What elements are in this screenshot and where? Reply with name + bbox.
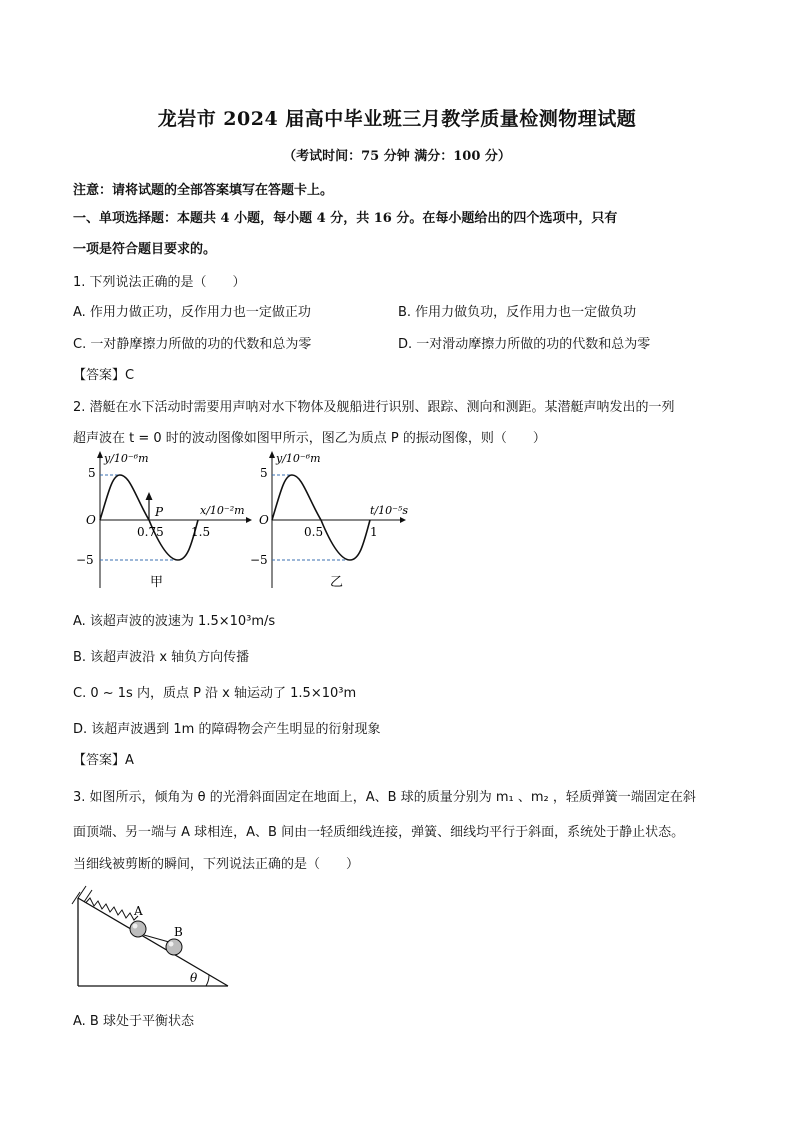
q2-option-b: B. 该超声波沿 x 轴负方向传播 (73, 650, 250, 665)
wave-point-p-label: P (155, 505, 164, 519)
wave-tick-2: 1.5 (191, 525, 211, 539)
q1-option-a: A. 作用力做正功，反作用力也一定做正功 (73, 305, 311, 320)
vib-tick-2: 1 (370, 525, 378, 539)
incline-figure (68, 884, 236, 994)
q3-stem-line2: 面顶端、另一端与 A 球相连，A、B 间由一轻质细线连接，弹簧、细线均平行于斜面，系统处于静止状态。 (73, 825, 685, 840)
q3-option-a: A. B 球处于平衡状态 (73, 1014, 194, 1029)
q1-option-b: B. 作用力做负功，反作用力也一定做负功 (398, 305, 637, 320)
q1-option-d: D. 一对滑动摩擦力所做的功的代数和总为零 (398, 337, 651, 352)
wave-y-max-label: 5 (88, 466, 96, 480)
q1-stem: 1. 下列说法正确的是（ ） (73, 275, 246, 290)
label-a: A (134, 904, 143, 918)
label-b: B (174, 925, 183, 939)
wave-y-min-label: −5 (76, 553, 94, 567)
vibration-graph-figure (250, 448, 420, 594)
exam-info: （考试时间：75 分钟 满分：100 分） (283, 149, 511, 164)
q3-stem-line1: 3. 如图所示，倾角为 θ 的光滑斜面固定在地面上，A、B 球的质量分别为 m₁ 、m₂ ，轻质弹簧一端固定在斜 (73, 790, 696, 805)
q3-stem-line3: 当细线被剪断的瞬间，下列说法正确的是（ ） (73, 857, 360, 872)
q1-answer: 【答案】C (73, 368, 135, 383)
vib-caption: 乙 (330, 575, 344, 590)
vib-y-max-label: 5 (260, 466, 268, 480)
section-heading-line1: 一、单项选择题：本题共 4 小题，每小题 4 分，共 16 分。在每小题给出的四个选项中，只有 (73, 211, 618, 226)
q1-option-c: C. 一对静摩擦力所做的功的代数和总为零 (73, 337, 312, 352)
q2-option-a: A. 该超声波的波速为 1.5×10³m/s (73, 614, 276, 629)
wave-y-axis-label: y/10⁻⁶m (104, 452, 149, 465)
notice: 注意：请将试题的全部答案填写在答题卡上。 (73, 183, 334, 198)
wave-x-axis-label: x/10⁻²m (200, 504, 245, 517)
wave-caption: 甲 (150, 575, 164, 590)
vib-tick-1: 0.5 (304, 525, 324, 539)
q2-stem-line1: 2. 潜艇在水下活动时需要用声呐对水下物体及舰船进行识别、跟踪、测向和测距。某潜艇声呐发出的一列 (73, 400, 675, 415)
vib-origin-label: O (259, 513, 269, 527)
q2-option-c: C. 0 ~ 1s 内，质点 P 沿 x 轴运动了 1.5×10³m (73, 686, 357, 701)
vib-y-min-label: −5 (250, 553, 268, 567)
q2-answer: 【答案】A (73, 753, 134, 768)
wave-origin-label: O (86, 513, 96, 527)
page-title: 龙岩市 2024 届高中毕业班三月教学质量检测物理试题 (157, 108, 637, 130)
section-heading-line2: 一项是符合题目要求的。 (73, 242, 217, 257)
angle-theta-label: θ (190, 971, 198, 985)
wave-graph-figure (70, 448, 260, 594)
wave-tick-1: 0.75 (137, 525, 164, 539)
q2-stem-line2: 超声波在 t = 0 时的波动图像如图甲所示，图乙为质点 P 的振动图像，则（ ） (73, 431, 546, 446)
q2-option-d: D. 该超声波遇到 1m 的障碍物会产生明显的衍射现象 (73, 722, 381, 737)
vib-x-axis-label: t/10⁻⁵s (370, 504, 408, 517)
vib-y-axis-label: y/10⁻⁶m (276, 452, 321, 465)
